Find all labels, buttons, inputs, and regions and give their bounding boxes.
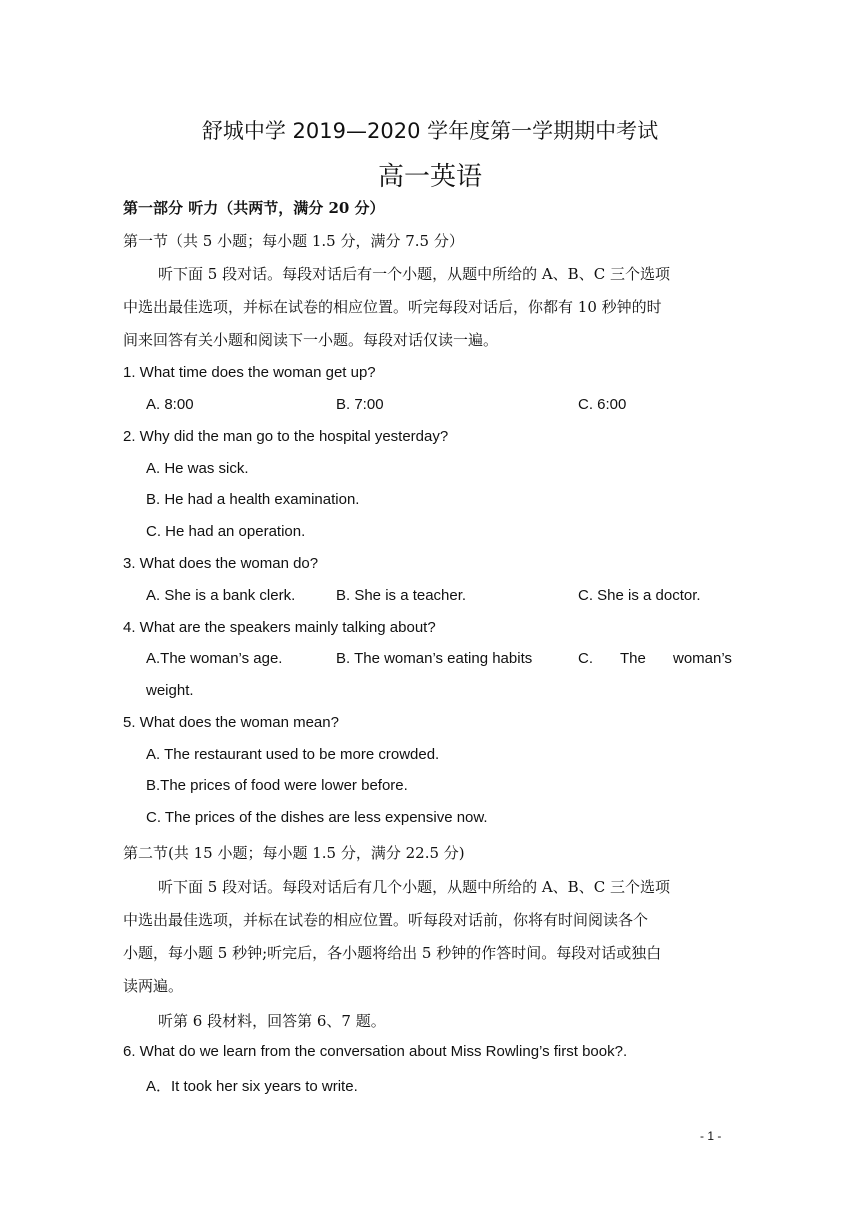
question-4-option-b: B. The woman’s eating habits	[336, 650, 533, 667]
section2-instruction-line: 读两遍。	[123, 977, 184, 995]
section1-instruction-line: 听下面 5 段对话。每段对话后有一个小题，从题中所给的 A、B、C 三个选项	[158, 265, 670, 283]
question-5-option-b: B.The prices of food were lower before.	[146, 777, 408, 794]
question-4-option-c-word: woman’s	[673, 650, 732, 667]
question-2-stem: 2. Why did the man go to the hospital yesterday?	[123, 428, 449, 445]
question-4-option-a: A.The woman’s age.	[146, 650, 283, 667]
question-1-option-c: C. 6:00	[578, 396, 627, 413]
question-4-option-c-letter: C.	[578, 650, 593, 667]
question-4-stem: 4. What are the speakers mainly talking about?	[123, 619, 436, 636]
section2-instruction-line: 中选出最佳选项，并标在试卷的相应位置。听每段对话前，你将有时间阅读各个	[123, 911, 649, 929]
question-1-option-a: A. 8:00	[146, 396, 194, 413]
section2-instruction-line: 小题，每小题 5 秒钟;听完后，各小题将给出 5 秒钟的作答时间。每段对话或独白	[123, 944, 662, 962]
exam-subtitle: 高一英语	[377, 162, 482, 192]
question-2-option-c: C. He had an operation.	[146, 523, 306, 540]
question-3-option-a: A. She is a bank clerk.	[146, 587, 296, 604]
part1-heading: 第一部分 听力（共两节，满分 20 分）	[123, 199, 385, 217]
question-6-option-a: A．It took her six years to write.	[146, 1078, 358, 1095]
question-5-option-c: C. The prices of the dishes are less expensive now.	[146, 809, 488, 826]
page-number: - 1 -	[700, 1129, 722, 1143]
question-6-stem: 6. What do we learn from the conversation about Miss Rowling’s first book?.	[123, 1043, 628, 1060]
question-3-option-c: C. She is a doctor.	[578, 587, 701, 604]
question-2-option-b: B. He had a health examination.	[146, 491, 360, 508]
question-1-stem: 1. What time does the woman get up?	[123, 364, 376, 381]
question-1-option-b: B. 7:00	[336, 396, 384, 413]
question-3-option-b: B. She is a teacher.	[336, 587, 467, 604]
material-6-intro: 听第 6 段材料，回答第 6、7 题。	[158, 1012, 386, 1030]
exam-title: 舒城中学 2019—2020 学年度第一学期期中考试	[201, 119, 659, 143]
question-4-option-c-continuation: weight.	[146, 682, 194, 699]
question-2-option-a: A. He was sick.	[146, 460, 249, 477]
section1-instruction-line: 间来回答有关小题和阅读下一小题。每段对话仅读一遍。	[123, 331, 499, 349]
section2-heading: 第二节(共 15 小题；每小题 1.5 分，满分 22.5 分)	[123, 844, 465, 862]
section1-instruction-line: 中选出最佳选项，并标在试卷的相应位置。听完每段对话后，你都有 10 秒钟的时	[123, 298, 662, 316]
section2-instruction-line: 听下面 5 段对话。每段对话后有几个小题，从题中所给的 A、B、C 三个选项	[158, 878, 670, 896]
section1-heading: 第一节（共 5 小题；每小题 1.5 分，满分 7.5 分）	[123, 232, 464, 250]
question-5-stem: 5. What does the woman mean?	[123, 714, 339, 731]
question-3-stem: 3. What does the woman do?	[123, 555, 319, 572]
question-4-option-c-word: The	[620, 650, 646, 667]
question-5-option-a: A. The restaurant used to be more crowded.	[146, 746, 440, 763]
